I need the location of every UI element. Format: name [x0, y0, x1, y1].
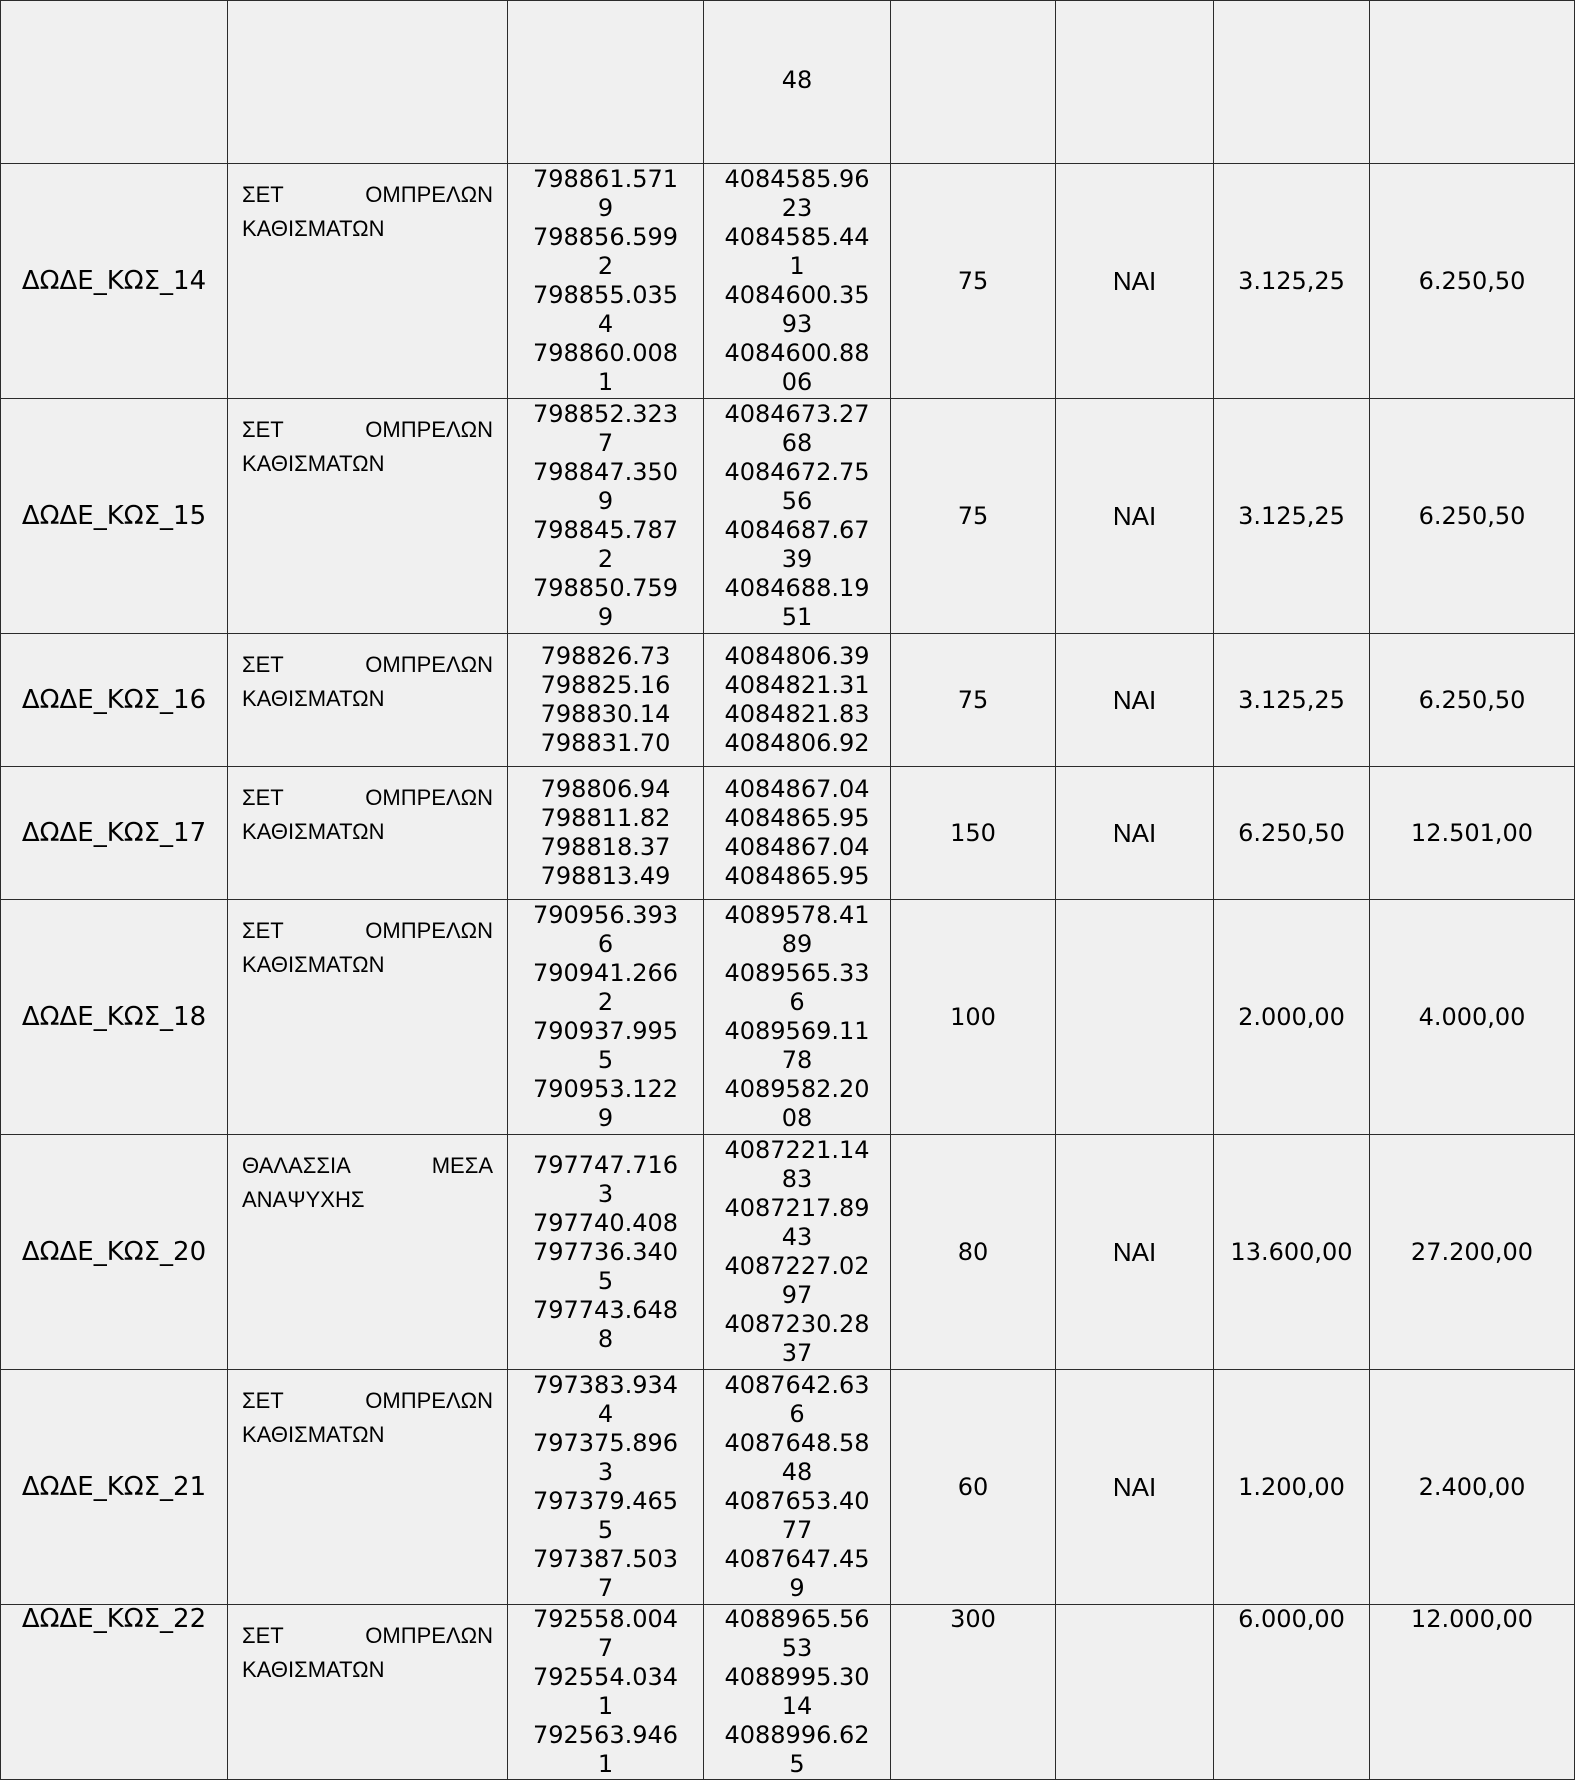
x-coordinate-value: 798825.16: [540, 671, 671, 699]
y-coordinate-value: 4087217.89: [724, 1194, 870, 1222]
x-coordinate-value: 792563.946: [532, 1721, 679, 1749]
y-coordinate-value: 4084672.75: [724, 458, 870, 486]
flag-cell: ΝΑΙ: [1056, 1370, 1214, 1605]
table-row: [1, 164, 1575, 399]
table-row: [1, 1135, 1575, 1370]
x-coordinate-value: 7: [597, 1574, 614, 1602]
y-coordinates-cell: [704, 1135, 891, 1370]
y-coordinate-value: 53: [781, 1634, 813, 1662]
y-coordinate-value: 4088965.56: [724, 1605, 870, 1633]
x-coordinate-value: 1: [597, 368, 614, 396]
amount-2-cell: 6.250,50: [1370, 399, 1575, 634]
y-coordinate-value: 6: [789, 1400, 805, 1428]
x-coordinates-cell: [508, 767, 704, 900]
description-line-1: ΣΕΤ ΟΜΠΡΕΛΩΝ: [242, 918, 493, 943]
x-coordinate-value: 798860.008: [532, 339, 679, 367]
x-coordinate-value: 9: [597, 194, 614, 222]
y-coordinate-value: 4088996.62: [724, 1721, 870, 1749]
x-coordinate-value: 790953.122: [532, 1075, 679, 1103]
y-coordinate-value: 4089578.41: [724, 901, 870, 929]
x-coordinate-value: 798861.571: [532, 165, 679, 193]
x-coordinate-value: 5: [597, 1266, 614, 1295]
y-coordinate-value: 4084867.04: [724, 833, 870, 861]
y-coordinate-value: 78: [781, 1046, 813, 1074]
table-row: [1, 1605, 1575, 1780]
x-coordinate-value: 7: [597, 429, 614, 457]
continuation-row: [1, 1, 1575, 164]
table-row: [1, 399, 1575, 634]
x-coordinate-value: 797740.408: [532, 1208, 679, 1237]
y-coordinate-value: 4087647.45: [724, 1545, 870, 1573]
x-coordinate-value: 8: [597, 1324, 614, 1353]
y-coordinate-value: 83: [781, 1165, 813, 1193]
x-coordinate-value: 798852.323: [532, 400, 679, 428]
flag-cell: ΝΑΙ: [1056, 767, 1214, 900]
x-coordinates-cell: [508, 1605, 704, 1780]
x-coordinates-cell: [508, 900, 704, 1135]
description-line-2: ΚΑΘΙΣΜΑΤΩΝ: [242, 819, 385, 844]
y-coordinate-value: 4084687.67: [724, 516, 870, 544]
x-coordinate-value: 797375.896: [532, 1429, 679, 1457]
y-coordinate-value: 39: [781, 545, 813, 573]
y-coordinate-value: 4084673.27: [724, 400, 870, 428]
area-cell: 80: [891, 1135, 1056, 1370]
y-coordinate-value: 1: [789, 252, 805, 280]
y-coordinate-value: 4087642.63: [724, 1371, 870, 1399]
amount-1-cell: 2.000,00: [1214, 900, 1370, 1135]
y-coordinate-value: 9: [789, 1574, 805, 1602]
description-line-2: ΚΑΘΙΣΜΑΤΩΝ: [242, 1657, 385, 1682]
area-cell: 60: [891, 1370, 1056, 1605]
amount-1-cell: 6.250,50: [1214, 767, 1370, 900]
y-coordinate-value: 4084600.35: [724, 281, 870, 309]
description-line-1: ΣΕΤ ΟΜΠΡΕΛΩΝ: [242, 785, 493, 810]
y-coordinate-value: 97: [781, 1281, 813, 1309]
x-coordinate-value: 797743.648: [532, 1295, 679, 1324]
x-coordinate-value: 2: [597, 252, 614, 280]
y-coordinate-value: 4084806.39: [724, 642, 870, 670]
y-coordinates-cell: [704, 900, 891, 1135]
x-coordinate-value: 798855.035: [532, 281, 679, 309]
y-coordinate-value: 93: [781, 310, 813, 338]
x-coordinate-value: 7: [597, 1634, 614, 1662]
x-coordinate-value: 798856.599: [532, 223, 679, 251]
y-coordinate-value: 4087227.02: [724, 1252, 870, 1280]
zone-code-cell: ΔΩΔΕ_ΚΩΣ_20: [1, 1135, 228, 1370]
y-coordinate-value: 4084821.83: [724, 700, 870, 728]
x-coordinates-cell: [508, 1135, 704, 1370]
x-coordinates-cell: [508, 634, 704, 767]
y-coordinate-value: 6: [789, 988, 805, 1016]
zone-code-cell: ΔΩΔΕ_ΚΩΣ_14: [1, 164, 228, 399]
y-coordinate-value: 14: [781, 1692, 813, 1720]
x-coordinate-value: 6: [597, 930, 614, 958]
y-coordinate-value: 4088995.30: [724, 1663, 870, 1691]
description-cell: [228, 900, 508, 1135]
y-coordinate-value: 06: [781, 368, 813, 396]
y-coordinates-cell: [704, 399, 891, 634]
y-coordinate-value: 4087648.58: [724, 1429, 870, 1457]
x-coordinate-value: 9: [597, 487, 614, 515]
amount-2-cell: 4.000,00: [1370, 900, 1575, 1135]
area-cell: 75: [891, 399, 1056, 634]
y-coordinate-value: 4089582.20: [724, 1075, 870, 1103]
y-coordinate-value: 4084806.92: [724, 729, 870, 757]
description-line-2: ΚΑΘΙΣΜΑΤΩΝ: [242, 686, 385, 711]
zone-code-cell: ΔΩΔΕ_ΚΩΣ_22: [1, 1605, 228, 1780]
x-coordinate-value: 1: [597, 1750, 614, 1778]
y-coordinate-value: 4084585.96: [724, 165, 870, 193]
table-row: [1, 900, 1575, 1135]
x-coordinate-value: 4: [597, 310, 614, 338]
x-coordinate-value: 798850.759: [532, 574, 679, 602]
x-coordinates-cell: [508, 1370, 704, 1605]
description-line-1: ΣΕΤ ΟΜΠΡΕΛΩΝ: [242, 652, 493, 677]
x-coordinate-value: 798818.37: [540, 833, 671, 861]
area-cell: 100: [891, 900, 1056, 1135]
x-coordinate-value: 2: [597, 545, 614, 573]
x-coordinate-value: 790937.995: [532, 1017, 679, 1045]
x-coordinate-value: 798813.49: [540, 862, 671, 890]
y-coordinate-value: 43: [781, 1223, 813, 1251]
y-coordinate-value: 4084600.88: [724, 339, 870, 367]
y-coordinate-value: 4089565.33: [724, 959, 870, 987]
y-coordinate-value: 48: [781, 1458, 813, 1486]
description-cell: [228, 1605, 508, 1780]
y-coordinates-cell: [704, 164, 891, 399]
y-coordinate-value: 4084867.04: [724, 775, 870, 803]
y-coordinate-value: 4087221.14: [724, 1136, 870, 1164]
y-coordinate-value: 56: [781, 487, 813, 515]
x-coordinate-value: 797383.934: [532, 1371, 679, 1399]
amount-1-cell: 1.200,00: [1214, 1370, 1370, 1605]
y-coordinate-value: 4087653.40: [724, 1487, 870, 1515]
x-coordinate-value: 5: [597, 1046, 614, 1074]
amount-1-cell: 6.000,00: [1214, 1605, 1370, 1780]
x-coordinate-value: 798831.70: [540, 729, 671, 757]
table-row: [1, 767, 1575, 900]
y-coordinates-cell: [704, 1370, 891, 1605]
y-coordinates-cell: [704, 634, 891, 767]
y-coordinate-value: 5: [789, 1750, 805, 1778]
flag-cell: [1056, 1605, 1214, 1780]
area-cell: 300: [891, 1605, 1056, 1780]
description-line-1: ΣΕΤ ΟΜΠΡΕΛΩΝ: [242, 417, 493, 442]
amount-1-cell: 3.125,25: [1214, 399, 1370, 634]
flag-cell: ΝΑΙ: [1056, 1135, 1214, 1370]
x-coordinate-value: 5: [597, 1516, 614, 1544]
amount-1-cell: 3.125,25: [1214, 164, 1370, 399]
amount-2-cell: 27.200,00: [1370, 1135, 1575, 1370]
amount-1-cell: 3.125,25: [1214, 634, 1370, 767]
x-coordinate-value: 798811.82: [540, 804, 671, 832]
x-coordinate-value: 3: [597, 1179, 614, 1208]
x-coordinate-value: 798826.73: [540, 642, 671, 670]
amount-2-cell: 6.250,50: [1370, 634, 1575, 767]
y-coordinate-value: 89: [781, 930, 813, 958]
x-coordinate-value: 2: [597, 988, 614, 1016]
y-coordinate-value: 37: [781, 1339, 813, 1367]
y-coordinate-value: 4084585.44: [724, 223, 870, 251]
x-coordinate-value: 4: [597, 1400, 614, 1428]
table-row: [1, 634, 1575, 767]
y-coordinate-tail: 48: [781, 66, 813, 94]
description-cell: [228, 1370, 508, 1605]
x-coordinate-value: 798845.787: [532, 516, 679, 544]
zone-code-cell: ΔΩΔΕ_ΚΩΣ_16: [1, 634, 228, 767]
x-coordinate-value: 797379.465: [532, 1487, 679, 1515]
area-cell: 150: [891, 767, 1056, 900]
zone-code-cell: ΔΩΔΕ_ΚΩΣ_18: [1, 900, 228, 1135]
description-line-1: ΣΕΤ ΟΜΠΡΕΛΩΝ: [242, 182, 493, 207]
description-line-2: ΚΑΘΙΣΜΑΤΩΝ: [242, 216, 385, 241]
flag-cell: [1056, 900, 1214, 1135]
y-coordinate-value: 68: [781, 429, 813, 457]
amount-2-cell: 12.501,00: [1370, 767, 1575, 900]
description-cell: [228, 634, 508, 767]
area-cell: 75: [891, 164, 1056, 399]
flag-cell: ΝΑΙ: [1056, 634, 1214, 767]
description-cell: [228, 1135, 508, 1370]
amount-2-cell: 2.400,00: [1370, 1370, 1575, 1605]
flag-cell: ΝΑΙ: [1056, 164, 1214, 399]
x-coordinate-value: 798847.350: [532, 458, 679, 486]
x-coordinate-value: 797747.716: [532, 1150, 679, 1179]
description-line-2: ΑΝΑΨΥΧΗΣ: [242, 1187, 365, 1212]
description-cell: [228, 767, 508, 900]
y-coordinate-value: 77: [781, 1516, 813, 1544]
zone-code-cell: ΔΩΔΕ_ΚΩΣ_21: [1, 1370, 228, 1605]
y-coordinates-cell: [704, 767, 891, 900]
x-coordinate-value: 3: [597, 1458, 614, 1486]
amount-2-cell: 6.250,50: [1370, 164, 1575, 399]
description-cell: [228, 399, 508, 634]
description-line-2: ΚΑΘΙΣΜΑΤΩΝ: [242, 451, 385, 476]
description-line-2: ΚΑΘΙΣΜΑΤΩΝ: [242, 952, 385, 977]
x-coordinate-value: 792558.004: [532, 1605, 679, 1633]
zone-code-cell: ΔΩΔΕ_ΚΩΣ_15: [1, 399, 228, 634]
x-coordinate-value: 9: [597, 1104, 614, 1132]
y-coordinate-value: 23: [781, 194, 813, 222]
y-coordinate-value: 4084821.31: [724, 671, 870, 699]
flag-cell: ΝΑΙ: [1056, 399, 1214, 634]
x-coordinates-cell: [508, 164, 704, 399]
description-line-1: ΣΕΤ ΟΜΠΡΕΛΩΝ: [242, 1623, 493, 1648]
x-coordinate-value: 798830.14: [540, 700, 671, 728]
x-coordinate-value: 797387.503: [532, 1545, 679, 1573]
description-line-1: ΘΑΛΑΣΣΙΑ ΜΕΣΑ: [242, 1153, 493, 1178]
y-coordinate-value: 08: [781, 1104, 813, 1132]
table-row: [1, 1370, 1575, 1605]
y-coordinate-value: 4089569.11: [724, 1017, 870, 1045]
description-cell: [228, 164, 508, 399]
x-coordinate-value: 790941.266: [532, 959, 679, 987]
amount-2-cell: 12.000,00: [1370, 1605, 1575, 1780]
y-coordinate-value: 4087230.28: [724, 1310, 870, 1338]
y-coordinate-value: 4084688.19: [724, 574, 870, 602]
y-coordinate-value: 4084865.95: [724, 804, 870, 832]
x-coordinate-value: 1: [597, 1692, 614, 1720]
x-coordinates-cell: [508, 399, 704, 634]
area-cell: 75: [891, 634, 1056, 767]
zone-code-cell: ΔΩΔΕ_ΚΩΣ_17: [1, 767, 228, 900]
description-line-1: ΣΕΤ ΟΜΠΡΕΛΩΝ: [242, 1388, 493, 1413]
x-coordinate-value: 798806.94: [540, 775, 671, 803]
description-line-2: ΚΑΘΙΣΜΑΤΩΝ: [242, 1422, 385, 1447]
x-coordinate-value: 792554.034: [532, 1663, 679, 1691]
x-coordinate-value: 790956.393: [532, 901, 679, 929]
x-coordinate-value: 797736.340: [532, 1237, 679, 1266]
y-coordinate-value: 51: [781, 603, 813, 631]
y-coordinates-cell: [704, 1605, 891, 1780]
amount-1-cell: 13.600,00: [1214, 1135, 1370, 1370]
x-coordinate-value: 9: [597, 603, 614, 631]
y-coordinate-value: 4084865.95: [724, 862, 870, 890]
